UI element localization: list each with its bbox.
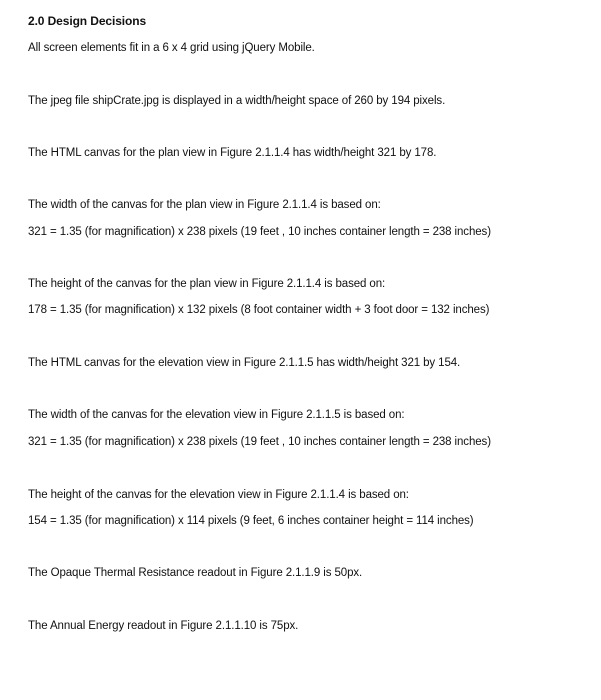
text-line-plan-height-intro: The height of the canvas for the plan view in Figure 2.1.1.4 is based on:: [28, 278, 386, 290]
text-line-plan-width-formula: 321 = 1.35 (for magnification) x 238 pixels (19 feet , 10 inches container length = 238 inches): [28, 226, 491, 238]
text-line-grid: All screen elements fit in a 6 x 4 grid using jQuery Mobile.: [28, 42, 315, 54]
section-heading: 2.0 Design Decisions: [28, 14, 147, 28]
text-line-elevation-height-formula: 154 = 1.35 (for magnification) x 114 pixels (9 feet, 6 inches container height = 114 inches): [28, 515, 474, 527]
text-line-thermal-readout: The Opaque Thermal Resistance readout in Figure 2.1.1.9 is 50px.: [28, 567, 363, 579]
text-line-elevation-canvas: The HTML canvas for the elevation view in Figure 2.1.1.5 has width/height 321 by 154.: [28, 357, 461, 369]
text-line-elevation-width-formula: 321 = 1.35 (for magnification) x 238 pixels (19 feet , 10 inches container length = 238 inches): [28, 436, 491, 448]
text-line-plan-height-formula: 178 = 1.35 (for magnification) x 132 pixels (8 foot container width + 3 foot door = 132 inches): [28, 304, 490, 316]
text-line-energy-readout: The Annual Energy readout in Figure 2.1.1.10 is 75px.: [28, 620, 299, 632]
text-line-jpeg: The jpeg file shipCrate.jpg is displayed in a width/height space of 260 by 194 pixels.: [28, 95, 446, 107]
text-line-elevation-height-intro: The height of the canvas for the elevation view in Figure 2.1.1.4 is based on:: [28, 489, 409, 501]
text-line-plan-canvas: The HTML canvas for the plan view in Figure 2.1.1.4 has width/height 321 by 178.: [28, 147, 437, 159]
text-line-elevation-width-intro: The width of the canvas for the elevation view in Figure 2.1.1.5 is based on:: [28, 409, 405, 421]
text-line-plan-width-intro: The width of the canvas for the plan view in Figure 2.1.1.4 is based on:: [28, 199, 381, 211]
